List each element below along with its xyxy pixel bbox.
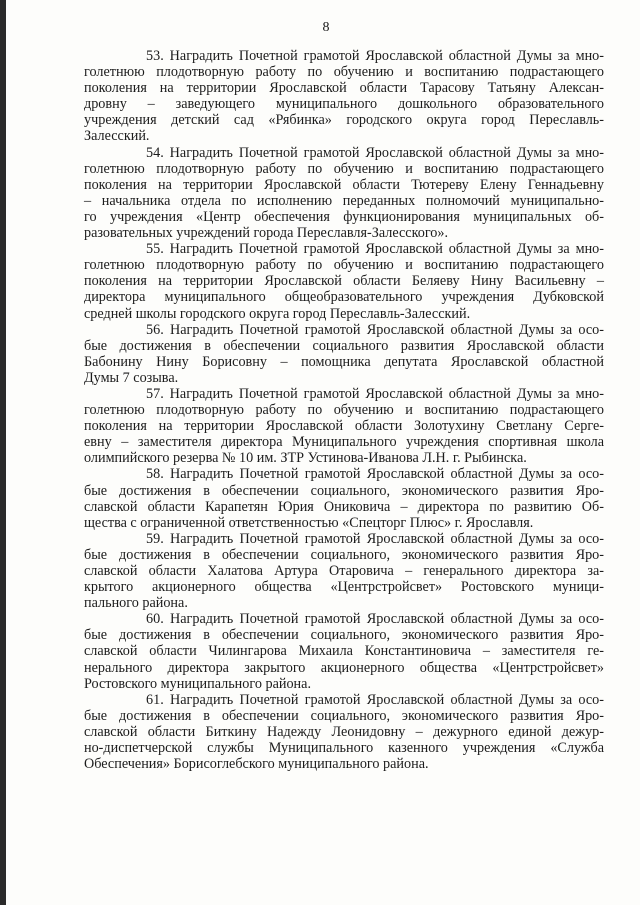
paragraph-line: бые достижения в обеспечении социального, экономического развития Яро-: [84, 546, 604, 563]
award-paragraph: [84, 386, 604, 466]
paragraph-line: поколения на территории Ярославской области Тютереву Елену Геннадьевну: [84, 176, 604, 193]
paragraph-line: 55. Наградить Почетной грамотой Ярославской областной Думы за мно-: [146, 241, 604, 258]
paragraph-line: бые достижения в обеспечении социального, экономического развития Яро-: [84, 482, 604, 499]
paragraph-line: дровну – заведующего муниципального дошкольного образовательного: [84, 96, 604, 113]
paragraph-line: олимпийского резерва № 10 им. ЗТР Устинова-Иванова Л.Н. г. Рыбинска.: [84, 450, 527, 467]
paragraph-line: бые достижения в обеспечении социального, экономического развития Яро-: [84, 627, 604, 644]
paragraph-line: 58. Наградить Почетной грамотой Ярославской областной Думы за осо-: [146, 466, 604, 483]
paragraph-line: поколения на территории Ярославской области Тарасову Татьяну Алексан-: [84, 80, 604, 97]
award-paragraph: [84, 466, 604, 530]
paragraph-line: поколения на территории Ярославской области Беляеву Нину Васильевну –: [84, 273, 604, 290]
award-paragraph: [84, 322, 604, 386]
paragraph-line: пального района.: [84, 595, 188, 612]
paragraph-line: учреждения детский сад «Рябинка» городского округа город Переславль-: [84, 112, 604, 129]
paragraph-line: 59. Наградить Почетной грамотой Ярославской областной Думы за осо-: [146, 530, 604, 547]
paragraph-line: голетнюю плодотворную работу по обучению и воспитанию подрастающего: [84, 257, 604, 274]
paragraph-line: 57. Наградить Почетной грамотой Ярославской областной Думы за мно-: [146, 385, 604, 402]
paragraph-line: Бабонину Нину Борисовну – помощника депутата Ярославской областной: [84, 353, 604, 370]
paragraph-line: 60. Наградить Почетной грамотой Ярославской областной Думы за осо-: [146, 611, 604, 628]
paragraph-line: средней школы городского округа город Переславль-Залесский.: [84, 305, 471, 322]
page-number: 8: [322, 20, 330, 35]
paragraph-line: голетнюю плодотворную работу по обучению и воспитанию подрастающего: [84, 64, 604, 81]
award-paragraph: [84, 611, 604, 691]
paragraph-line: поколения на территории Ярославской области Золотухину Светлану Серге-: [84, 418, 604, 435]
paragraph-line: бые достижения в обеспечении социального развития Ярославской области: [84, 337, 604, 354]
paragraph-line: евну – заместителя директора Муниципального учреждения спортивная школа: [84, 434, 604, 451]
paragraph-line: нерального директора закрытого акционерного общества «Центрстройсвет»: [84, 659, 604, 676]
paragraph-line: Думы 7 созыва.: [84, 369, 179, 386]
paragraph-line: го учреждения «Центр обеспечения функционирования муниципальных об-: [84, 208, 604, 225]
paragraph-line: славской области Карапетян Юрия Ониковича – директора по развитию Об-: [84, 498, 604, 515]
paragraph-line: голетнюю плодотворную работу по обучению и воспитанию подрастающего: [84, 402, 604, 419]
paragraph-line: 53. Наградить Почетной грамотой Ярославской областной Думы за мно-: [146, 48, 604, 64]
document-body: [84, 48, 604, 772]
paragraph-line: бые достижения в обеспечении социального, экономического развития Яро-: [84, 707, 604, 724]
paragraph-line: 61. Наградить Почетной грамотой Ярославской областной Думы за осо-: [146, 691, 604, 708]
award-paragraph: [84, 145, 604, 242]
paragraph-line: щества с ограниченной ответственностью «Спецторг Плюс» г. Ярославля.: [84, 514, 534, 531]
paragraph-line: директора муниципального общеобразовательного учреждения Дубковской: [84, 289, 604, 306]
award-paragraph: [84, 531, 604, 611]
paragraph-line: но-диспетчерской службы Муниципального казенного учреждения «Служба: [84, 740, 604, 757]
paragraph-line: славской области Биткину Надежду Леонидовну – дежурного единой дежур-: [84, 723, 604, 740]
paragraph-line: 56. Наградить Почетной грамотой Ярославской областной Думы за осо-: [146, 321, 604, 338]
paragraph-line: славской области Чилингарова Михаила Константиновича – заместителя ге-: [84, 643, 604, 660]
award-paragraph: [84, 692, 604, 772]
paragraph-line: славской области Халатова Артура Отаровича – генерального директора за-: [84, 563, 604, 579]
paragraph-line: разовательных учреждений города Переславля-Залесского».: [84, 225, 449, 242]
paragraph-line: 54. Наградить Почетной грамотой Ярославской областной Думы за мно-: [146, 144, 604, 161]
award-paragraph: [84, 241, 604, 321]
paragraph-line: – начальника отдела по исполнению переданных полномочий муниципально-: [84, 192, 604, 209]
paragraph-line: крытого акционерного общества «Центрстройсвет» Ростовского муници-: [84, 579, 604, 596]
award-paragraph: [84, 48, 604, 145]
paragraph-line: голетнюю плодотворную работу по обучению и воспитанию подрастающего: [84, 160, 604, 177]
paragraph-line: Залесский.: [84, 128, 150, 145]
paragraph-line: Ростовского муниципального района.: [84, 675, 311, 692]
paragraph-line: Обеспечения» Борисоглебского муниципального района.: [84, 756, 429, 773]
